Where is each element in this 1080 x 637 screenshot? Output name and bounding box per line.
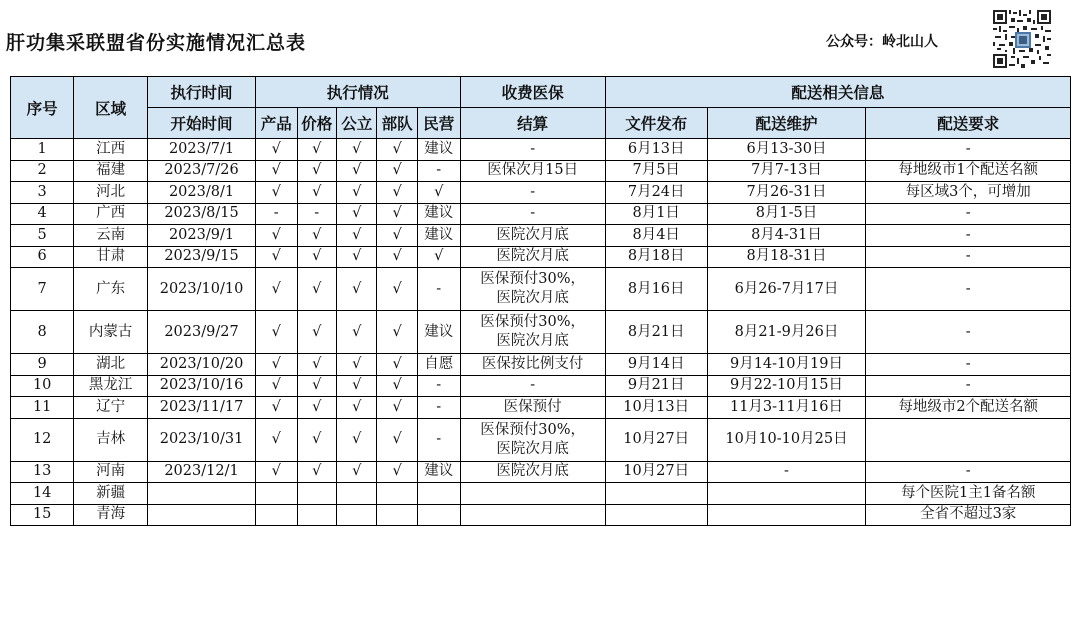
settlement-line-2: 医院次月底 bbox=[496, 440, 569, 457]
cell-military: √ bbox=[377, 160, 417, 182]
cell-start-time: 2023/12/1 bbox=[148, 461, 256, 483]
cell-price: √ bbox=[297, 139, 336, 161]
cell-seq: 6 bbox=[11, 246, 74, 268]
cell-maintenance: - bbox=[707, 461, 866, 483]
table-row bbox=[11, 311, 1071, 354]
cell-public: √ bbox=[336, 397, 376, 419]
cell-product: √ bbox=[256, 225, 298, 247]
cell-doc-publish: 8月16日 bbox=[605, 268, 707, 311]
cell-price: √ bbox=[297, 268, 336, 311]
table-row bbox=[11, 139, 1071, 161]
cell-price bbox=[297, 483, 336, 505]
cell-military: √ bbox=[377, 311, 417, 354]
header-start-time: 开始时间 bbox=[148, 108, 256, 139]
cell-doc-publish: 8月4日 bbox=[605, 225, 707, 247]
cell-seq: 3 bbox=[11, 182, 74, 204]
table-row bbox=[11, 203, 1071, 225]
cell-start-time: 2023/9/1 bbox=[148, 225, 256, 247]
cell-product: √ bbox=[256, 397, 298, 419]
cell-price bbox=[297, 504, 336, 526]
cell-military: √ bbox=[377, 182, 417, 204]
cell-private: 建议 bbox=[417, 139, 460, 161]
cell-maintenance: 10月10-10月25日 bbox=[707, 418, 866, 461]
cell-doc-publish: 9月21日 bbox=[605, 375, 707, 397]
header-private: 民营 bbox=[417, 108, 460, 139]
cell-requirement: - bbox=[866, 203, 1071, 225]
cell-private: - bbox=[417, 375, 460, 397]
cell-price: √ bbox=[297, 225, 336, 247]
cell-settlement bbox=[460, 418, 605, 461]
cell-private: 建议 bbox=[417, 461, 460, 483]
table-row bbox=[11, 418, 1071, 461]
cell-private: 建议 bbox=[417, 225, 460, 247]
cell-public: √ bbox=[336, 418, 376, 461]
account-label: 公众号：岭北山人 bbox=[826, 34, 938, 50]
cell-settlement: - bbox=[460, 203, 605, 225]
cell-seq: 10 bbox=[11, 375, 74, 397]
cell-region: 辽宁 bbox=[74, 397, 148, 419]
cell-maintenance: 6月26-7月17日 bbox=[707, 268, 866, 311]
cell-seq: 2 bbox=[11, 160, 74, 182]
cell-private bbox=[417, 504, 460, 526]
cell-start-time: 2023/8/15 bbox=[148, 203, 256, 225]
cell-start-time: 2023/8/1 bbox=[148, 182, 256, 204]
cell-seq: 13 bbox=[11, 461, 74, 483]
cell-military: √ bbox=[377, 225, 417, 247]
cell-region: 甘肃 bbox=[74, 246, 148, 268]
cell-private: - bbox=[417, 418, 460, 461]
table-row bbox=[11, 483, 1071, 505]
cell-requirement: 全省不超过3家 bbox=[866, 504, 1071, 526]
cell-military bbox=[377, 483, 417, 505]
cell-doc-publish: 6月13日 bbox=[605, 139, 707, 161]
cell-public: √ bbox=[336, 311, 376, 354]
cell-seq: 7 bbox=[11, 268, 74, 311]
cell-settlement: - bbox=[460, 375, 605, 397]
cell-start-time: 2023/7/26 bbox=[148, 160, 256, 182]
cell-doc-publish: 9月14日 bbox=[605, 354, 707, 376]
cell-public: √ bbox=[336, 375, 376, 397]
cell-public: √ bbox=[336, 461, 376, 483]
cell-seq: 4 bbox=[11, 203, 74, 225]
cell-seq: 1 bbox=[11, 139, 74, 161]
table-row bbox=[11, 268, 1071, 311]
cell-price: - bbox=[297, 203, 336, 225]
settlement-line-1: 医保预付30%， bbox=[480, 271, 586, 287]
cell-region: 青海 bbox=[74, 504, 148, 526]
cell-requirement: - bbox=[866, 246, 1071, 268]
cell-product: - bbox=[256, 203, 298, 225]
cell-product: √ bbox=[256, 311, 298, 354]
cell-start-time: 2023/9/27 bbox=[148, 311, 256, 354]
cell-settlement: 医院次月底 bbox=[460, 225, 605, 247]
cell-maintenance: 9月22-10月15日 bbox=[707, 375, 866, 397]
settlement-line-2: 医院次月底 bbox=[496, 333, 569, 349]
table-row bbox=[11, 225, 1071, 247]
table-row bbox=[11, 397, 1071, 419]
cell-start-time: 2023/7/1 bbox=[148, 139, 256, 161]
cell-maintenance: 8月1-5日 bbox=[707, 203, 866, 225]
cell-doc-publish bbox=[605, 483, 707, 505]
cell-price: √ bbox=[297, 354, 336, 376]
cell-price: √ bbox=[297, 160, 336, 182]
cell-private: - bbox=[417, 160, 460, 182]
header-product: 产品 bbox=[256, 108, 298, 139]
header-requirement: 配送要求 bbox=[866, 108, 1071, 139]
cell-requirement: - bbox=[866, 225, 1071, 247]
cell-maintenance: 9月14-10月19日 bbox=[707, 354, 866, 376]
qr-code-icon bbox=[993, 10, 1051, 68]
cell-product: √ bbox=[256, 418, 298, 461]
cell-seq: 14 bbox=[11, 483, 74, 505]
settlement-line-2: 医院次月底 bbox=[496, 290, 569, 306]
cell-private: √ bbox=[417, 182, 460, 204]
table-row bbox=[11, 504, 1071, 526]
cell-doc-publish: 10月27日 bbox=[605, 461, 707, 483]
cell-region: 内蒙古 bbox=[74, 311, 148, 354]
cell-product: √ bbox=[256, 354, 298, 376]
cell-seq: 12 bbox=[11, 418, 74, 461]
cell-requirement: - bbox=[866, 354, 1071, 376]
cell-maintenance bbox=[707, 483, 866, 505]
cell-requirement: 每地级市1个配送名额 bbox=[866, 160, 1071, 182]
cell-doc-publish bbox=[605, 504, 707, 526]
cell-settlement: 医院次月底 bbox=[460, 246, 605, 268]
cell-maintenance bbox=[707, 504, 866, 526]
page-title: 肝功集采联盟省份实施情况汇总表 bbox=[6, 32, 307, 54]
cell-requirement: - bbox=[866, 268, 1071, 311]
cell-region: 吉林 bbox=[74, 418, 148, 461]
cell-seq: 11 bbox=[11, 397, 74, 419]
cell-settlement: 医保按比例支付 bbox=[460, 354, 605, 376]
table-row bbox=[11, 182, 1071, 204]
cell-product: √ bbox=[256, 139, 298, 161]
cell-start-time bbox=[148, 504, 256, 526]
header-insurance: 收费医保 bbox=[460, 77, 605, 108]
table-row bbox=[11, 461, 1071, 483]
cell-product: √ bbox=[256, 268, 298, 311]
settlement-line-1: 医保预付30%， bbox=[480, 314, 586, 330]
cell-requirement: - bbox=[866, 375, 1071, 397]
cell-price: √ bbox=[297, 418, 336, 461]
cell-public: √ bbox=[336, 160, 376, 182]
cell-military: √ bbox=[377, 246, 417, 268]
cell-start-time: 2023/10/10 bbox=[148, 268, 256, 311]
cell-settlement bbox=[460, 483, 605, 505]
cell-private bbox=[417, 483, 460, 505]
cell-product bbox=[256, 504, 298, 526]
cell-private: - bbox=[417, 397, 460, 419]
cell-doc-publish: 7月5日 bbox=[605, 160, 707, 182]
cell-product: √ bbox=[256, 375, 298, 397]
cell-military: √ bbox=[377, 397, 417, 419]
header-price: 价格 bbox=[297, 108, 336, 139]
cell-public: √ bbox=[336, 225, 376, 247]
cell-requirement: 每个医院1主1备名额 bbox=[866, 483, 1071, 505]
table-row bbox=[11, 375, 1071, 397]
cell-doc-publish: 7月24日 bbox=[605, 182, 707, 204]
header-exec-time: 执行时间 bbox=[148, 77, 256, 108]
cell-public: √ bbox=[336, 246, 376, 268]
cell-start-time: 2023/11/17 bbox=[148, 397, 256, 419]
cell-maintenance: 6月13-30日 bbox=[707, 139, 866, 161]
table-row bbox=[11, 246, 1071, 268]
cell-seq: 9 bbox=[11, 354, 74, 376]
cell-region: 黑龙江 bbox=[74, 375, 148, 397]
table-row bbox=[11, 160, 1071, 182]
cell-public: √ bbox=[336, 139, 376, 161]
cell-public bbox=[336, 504, 376, 526]
cell-doc-publish: 8月18日 bbox=[605, 246, 707, 268]
cell-region: 湖北 bbox=[74, 354, 148, 376]
header-maintenance: 配送维护 bbox=[707, 108, 866, 139]
cell-private: - bbox=[417, 268, 460, 311]
settlement-line-1: 医保预付30%， bbox=[480, 421, 586, 438]
cell-price: √ bbox=[297, 461, 336, 483]
summary-table bbox=[10, 76, 1071, 526]
cell-product bbox=[256, 483, 298, 505]
cell-military bbox=[377, 504, 417, 526]
cell-seq: 8 bbox=[11, 311, 74, 354]
cell-private: 建议 bbox=[417, 203, 460, 225]
cell-military: √ bbox=[377, 268, 417, 311]
cell-public: √ bbox=[336, 268, 376, 311]
cell-maintenance: 11月3-11月16日 bbox=[707, 397, 866, 419]
cell-settlement bbox=[460, 504, 605, 526]
cell-region: 江西 bbox=[74, 139, 148, 161]
cell-region: 河南 bbox=[74, 461, 148, 483]
cell-settlement: - bbox=[460, 182, 605, 204]
cell-price: √ bbox=[297, 311, 336, 354]
cell-start-time: 2023/10/31 bbox=[148, 418, 256, 461]
cell-settlement: 医保次月15日 bbox=[460, 160, 605, 182]
header-seq: 序号 bbox=[11, 77, 74, 139]
cell-public bbox=[336, 483, 376, 505]
cell-doc-publish: 8月21日 bbox=[605, 311, 707, 354]
cell-public: √ bbox=[336, 354, 376, 376]
header-exec-status: 执行情况 bbox=[256, 77, 461, 108]
cell-maintenance: 8月4-31日 bbox=[707, 225, 866, 247]
cell-requirement: 每区域3个，可增加 bbox=[866, 182, 1071, 204]
cell-product: √ bbox=[256, 160, 298, 182]
cell-start-time: 2023/9/15 bbox=[148, 246, 256, 268]
table-row bbox=[11, 354, 1071, 376]
cell-settlement: 医保预付 bbox=[460, 397, 605, 419]
cell-product: √ bbox=[256, 182, 298, 204]
cell-private: 自愿 bbox=[417, 354, 460, 376]
cell-maintenance: 8月18-31日 bbox=[707, 246, 866, 268]
header-military: 部队 bbox=[377, 108, 417, 139]
cell-product: √ bbox=[256, 246, 298, 268]
cell-requirement: 每地级市2个配送名额 bbox=[866, 397, 1071, 419]
cell-military: √ bbox=[377, 203, 417, 225]
cell-price: √ bbox=[297, 397, 336, 419]
header-public: 公立 bbox=[336, 108, 376, 139]
cell-region: 福建 bbox=[74, 160, 148, 182]
cell-public: √ bbox=[336, 203, 376, 225]
cell-product: √ bbox=[256, 461, 298, 483]
cell-maintenance: 8月21-9月26日 bbox=[707, 311, 866, 354]
cell-doc-publish: 10月27日 bbox=[605, 418, 707, 461]
cell-price: √ bbox=[297, 375, 336, 397]
cell-start-time: 2023/10/16 bbox=[148, 375, 256, 397]
header-delivery: 配送相关信息 bbox=[605, 77, 1070, 108]
cell-region: 广东 bbox=[74, 268, 148, 311]
cell-requirement: - bbox=[866, 461, 1071, 483]
cell-region: 河北 bbox=[74, 182, 148, 204]
cell-seq: 15 bbox=[11, 504, 74, 526]
cell-settlement bbox=[460, 268, 605, 311]
table-body bbox=[11, 139, 1071, 526]
cell-maintenance: 7月26-31日 bbox=[707, 182, 866, 204]
cell-settlement: - bbox=[460, 139, 605, 161]
cell-start-time: 2023/10/20 bbox=[148, 354, 256, 376]
cell-private: √ bbox=[417, 246, 460, 268]
cell-military: √ bbox=[377, 354, 417, 376]
cell-military: √ bbox=[377, 375, 417, 397]
cell-price: √ bbox=[297, 182, 336, 204]
header-doc-publish: 文件发布 bbox=[605, 108, 707, 139]
cell-requirement: - bbox=[866, 139, 1071, 161]
header-region: 区域 bbox=[74, 77, 148, 139]
header-settlement: 结算 bbox=[460, 108, 605, 139]
cell-public: √ bbox=[336, 182, 376, 204]
cell-doc-publish: 10月13日 bbox=[605, 397, 707, 419]
cell-seq: 5 bbox=[11, 225, 74, 247]
cell-region: 新疆 bbox=[74, 483, 148, 505]
cell-start-time bbox=[148, 483, 256, 505]
cell-military: √ bbox=[377, 418, 417, 461]
cell-price: √ bbox=[297, 246, 336, 268]
cell-region: 广西 bbox=[74, 203, 148, 225]
cell-region: 云南 bbox=[74, 225, 148, 247]
cell-requirement: - bbox=[866, 311, 1071, 354]
cell-settlement bbox=[460, 311, 605, 354]
cell-settlement: 医院次月底 bbox=[460, 461, 605, 483]
cell-private: 建议 bbox=[417, 311, 460, 354]
cell-maintenance: 7月7-13日 bbox=[707, 160, 866, 182]
cell-military: √ bbox=[377, 139, 417, 161]
cell-requirement bbox=[866, 418, 1071, 461]
cell-doc-publish: 8月1日 bbox=[605, 203, 707, 225]
cell-military: √ bbox=[377, 461, 417, 483]
